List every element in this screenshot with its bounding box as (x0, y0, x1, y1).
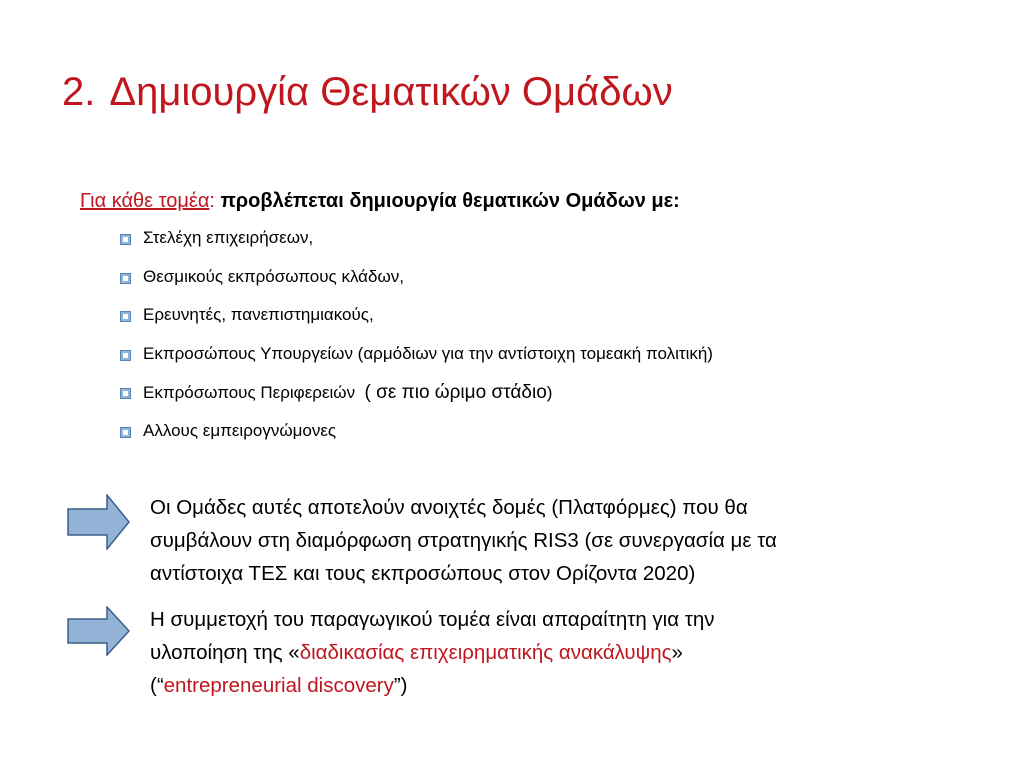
list-item (120, 228, 713, 267)
paragraph-platforms (150, 491, 990, 590)
bullet-paren-note: ( σε πιο ώριμο στάδιο (364, 382, 547, 404)
paragraph-text: » (671, 641, 683, 664)
bullet-text: Αλλους εμπειρογνώμονες (143, 420, 337, 440)
title-text: Δημιουργία Θεματικών Ομάδων (109, 70, 673, 114)
intro-colon: : (209, 190, 215, 212)
hollow-square-bullet-icon (120, 350, 131, 361)
paragraph-text: (“ (150, 674, 164, 697)
list-item (120, 421, 713, 460)
paragraph-text: ”) (393, 674, 408, 697)
hollow-square-bullet-icon (120, 311, 131, 322)
bullet-text: Ερευνητές, πανεπιστημιακούς, (143, 305, 374, 325)
paragraph-line (150, 636, 990, 669)
hollow-square-bullet-icon (120, 388, 131, 399)
highlight-discovery-process: διαδικασίας επιχειρηματικής ανακάλυψης (299, 641, 672, 664)
hollow-square-bullet-icon (120, 234, 131, 245)
paragraph-line: αντίστοιχα ΤΕΣ και τους εκπροσώπους στον Ορίζοντα 2020) (150, 562, 696, 585)
list-item (120, 382, 713, 421)
bullet-paren-close: ) (546, 383, 553, 403)
bullet-text: Εκπρόσωπους Περιφερειών (143, 383, 356, 403)
paragraph-line: Οι Ομάδες αυτές αποτελούν ανοιχτές δομές (Πλατφόρμες) που θα (150, 496, 748, 519)
bullet-text: Θεσμικούς εκπρόσωπους κλάδων, (143, 266, 404, 286)
intro-rest: προβλέπεται δημιουργία θεματικών Ομάδων με: (214, 190, 680, 212)
list-item (120, 267, 713, 306)
slide-title (62, 70, 673, 115)
highlight-entrepreneurial-discovery: entrepreneurial discovery (163, 674, 394, 697)
intro-sector: Για κάθε τομέα (80, 190, 210, 212)
paragraph-line (150, 669, 990, 702)
hollow-square-bullet-icon (120, 273, 131, 284)
bullet-text: Στελέχη επιχειρήσεων, (143, 228, 314, 247)
paragraph-participation (150, 603, 990, 702)
paragraph-line: συμβάλουν στη διαμόρφωση στρατηγικής RIS3 (σε συνεργασία με τα (150, 529, 777, 552)
right-arrow-icon (67, 494, 131, 550)
paragraph-text: υλοποίηση της « (150, 641, 300, 664)
bullet-text-wrap (143, 382, 552, 404)
intro-line (80, 190, 680, 213)
paragraph-line: Η συμμετοχή του παραγωγικού τομέα είναι απαραίτητη για την (150, 608, 715, 631)
title-number: 2. (62, 70, 96, 114)
list-item (120, 344, 713, 383)
list-item (120, 305, 713, 344)
bullet-list (120, 228, 713, 460)
hollow-square-bullet-icon (120, 427, 131, 438)
bullet-text: Εκπροσώπους Υπουργείων (αρμόδιων για την αντίστοιχη τομεακή πολιτική) (143, 343, 713, 363)
right-arrow-icon (67, 606, 131, 656)
